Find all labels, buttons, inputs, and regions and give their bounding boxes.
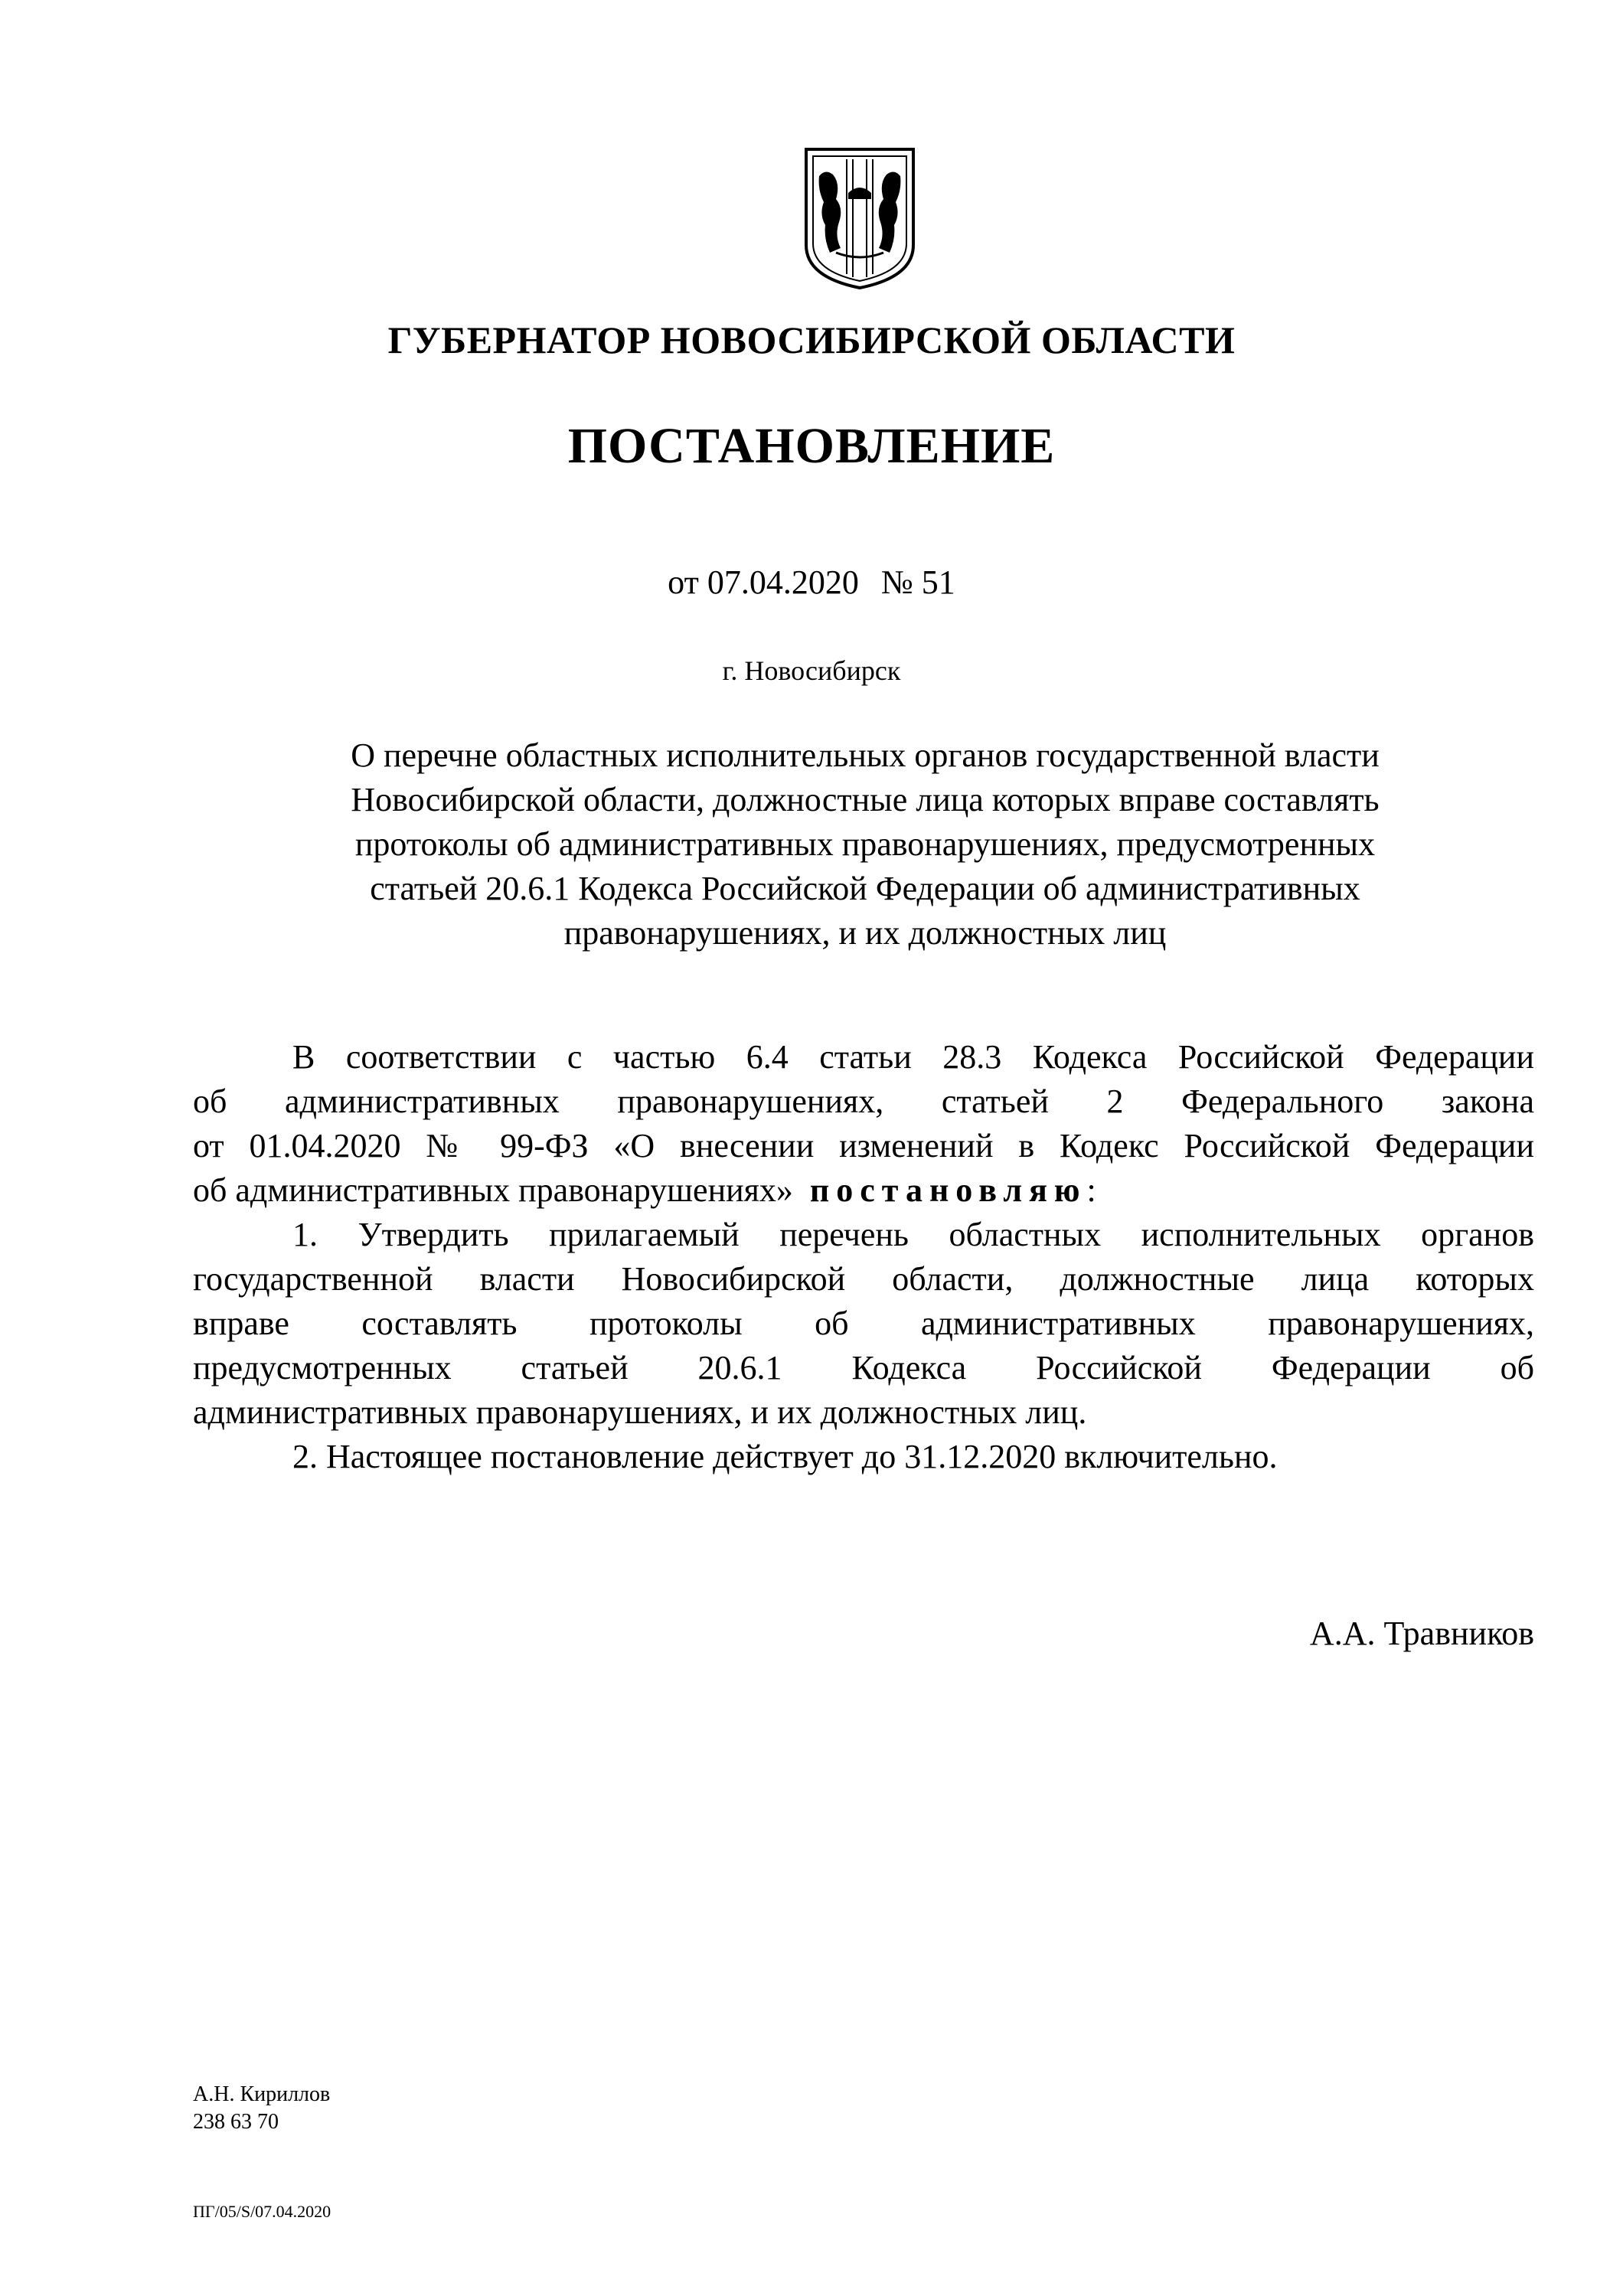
document-number: № 51	[880, 563, 955, 601]
preamble-last-text: об административных правонарушениях»	[193, 1171, 793, 1209]
document-date: 07.04.2020	[707, 563, 859, 601]
item-2: 2. Настоящее постановление действует до 31.12.2020 включительно.	[292, 1438, 1278, 1475]
date-prefix: от	[668, 563, 699, 601]
preamble-line: об административных правонарушениях, статьей 2 Федерального закона	[193, 1083, 1534, 1120]
contact-block	[193, 2081, 330, 2136]
title-line: Новосибирской области, должностные лица которых вправе составлять	[351, 781, 1380, 818]
title-line: правонарушениях, и их должностных лиц	[563, 914, 1167, 952]
document-type: ПОСТАНОВЛЕНИЕ	[567, 418, 1056, 474]
signature: А.А. Травников	[1309, 1615, 1534, 1652]
date-number-line	[0, 563, 1623, 602]
item-1-last-line: административных правонарушениях, и их должностных лиц.	[193, 1393, 1087, 1431]
preamble-line: от 01.04.2020 № 99-ФЗ «О внесении изменений в Кодекс Российской Федерации	[193, 1127, 1534, 1164]
item-1-line: предусмотренных статьей 20.6.1 Кодекса Российской Федерации об	[193, 1349, 1534, 1386]
decree-word: постановляю	[809, 1171, 1087, 1209]
document-code: ПГ/05/S/07.04.2020	[193, 2202, 331, 2221]
organization-title: ГУБЕРНАТОР НОВОСИБИРСКОЙ ОБЛАСТИ	[387, 318, 1236, 361]
preamble-line: В соответствии с частью 6.4 статьи 28.3 Кодекса Российской Федерации	[292, 1038, 1534, 1076]
item-1-line: государственной власти Новосибирской области, должностные лица которых	[193, 1260, 1534, 1298]
title-line: статьей 20.6.1 Кодекса Российской Федерации об административных	[370, 870, 1360, 907]
document-title	[191, 733, 1539, 955]
decree-colon: :	[1086, 1171, 1096, 1209]
city: г. Новосибирск	[722, 655, 901, 686]
contact-phone: 238 63 70	[193, 2110, 279, 2134]
coat-of-arms-icon	[802, 145, 917, 291]
item-1-line: 1. Утвердить прилагаемый перечень областных исполнительных органов	[292, 1216, 1534, 1253]
contact-name: А.Н. Кириллов	[193, 2082, 331, 2106]
title-line: протоколы об административных правонарушениях, предусмотренных	[354, 825, 1376, 863]
item-1-line: вправе составлять протоколы об административных правонарушениях,	[193, 1305, 1534, 1342]
preamble-last-line	[193, 1168, 1534, 1213]
document-body	[193, 1035, 1534, 1479]
title-line: О перечне областных исполнительных органов государственной власти	[351, 736, 1380, 774]
